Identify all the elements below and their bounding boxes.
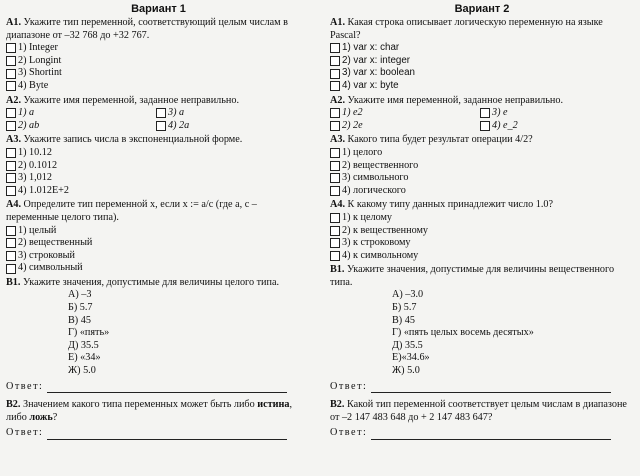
- question-text: Укажите запись числа в экспоненциальной форме.: [23, 134, 243, 146]
- checkbox-icon[interactable]: [330, 238, 340, 248]
- option-label: 1) a: [18, 107, 35, 119]
- question-a3: [6, 134, 311, 147]
- question-text: Какой тип переменной соответствует целым числам в диапазоне от –2 147 483 648 до + 2 147 483 647?: [330, 399, 627, 423]
- question-text: Значением какого типа переменных может быть либо: [22, 399, 255, 411]
- list-item: Г) «пять»: [68, 327, 110, 339]
- question-text: Какого типа будет результат операции 4/2?: [347, 134, 533, 146]
- option-checkbox[interactable]: [6, 55, 311, 68]
- option-checkbox[interactable]: [330, 107, 480, 120]
- option-checkbox[interactable]: [6, 67, 311, 80]
- checkbox-icon[interactable]: [330, 213, 340, 223]
- checkbox-icon[interactable]: [330, 148, 340, 158]
- checkbox-icon[interactable]: [6, 43, 16, 53]
- checkbox-icon[interactable]: [330, 108, 340, 118]
- checkbox-icon[interactable]: [330, 161, 340, 171]
- option-label: 2) Longint: [18, 54, 62, 66]
- option-checkbox[interactable]: [330, 42, 634, 55]
- option-checkbox[interactable]: [330, 67, 634, 80]
- option-label: 3) строковый: [18, 249, 75, 261]
- options-grid: [6, 120, 311, 133]
- checkbox-icon[interactable]: [6, 81, 16, 91]
- question-number: А2.: [6, 94, 21, 106]
- question-text-mid: , либо: [6, 399, 293, 423]
- option-checkbox[interactable]: [330, 120, 480, 133]
- option-checkbox[interactable]: [6, 120, 156, 133]
- option-checkbox[interactable]: [6, 80, 311, 93]
- option-checkbox[interactable]: [6, 172, 311, 185]
- option-checkbox[interactable]: [6, 250, 311, 263]
- option-checkbox[interactable]: [330, 172, 634, 185]
- option-checkbox[interactable]: [156, 107, 306, 120]
- question-a3: [330, 134, 634, 147]
- checkbox-icon[interactable]: [330, 173, 340, 183]
- question-b1: [6, 277, 311, 290]
- option-label: 4) символьный: [18, 262, 83, 274]
- checkbox-icon[interactable]: [330, 186, 340, 196]
- checkbox-icon[interactable]: [6, 238, 16, 248]
- keyword-false: ложь: [29, 411, 53, 423]
- option-checkbox[interactable]: [6, 185, 311, 198]
- checkbox-icon[interactable]: [156, 108, 166, 118]
- option-label: 1) целого: [342, 146, 383, 158]
- list-item: Б) 5.7: [392, 302, 417, 314]
- option-checkbox[interactable]: [6, 237, 311, 250]
- list-item: А) –3.0: [392, 289, 424, 301]
- option-checkbox[interactable]: [330, 185, 634, 198]
- checkbox-icon[interactable]: [330, 69, 340, 79]
- option-label: 1) к целому: [342, 211, 393, 223]
- option-checkbox[interactable]: [6, 262, 311, 275]
- list-item: В) 45: [392, 314, 415, 326]
- question-text: Укажите имя переменной, заданное неправильно.: [347, 94, 563, 106]
- answer-row: [6, 427, 311, 440]
- question-number: А3.: [330, 134, 345, 146]
- checkbox-icon[interactable]: [480, 108, 490, 118]
- option-label: 4) Byte: [18, 79, 49, 91]
- option-label: 3) a: [168, 107, 185, 119]
- option-label: 1) целый: [18, 224, 57, 236]
- checkbox-icon[interactable]: [6, 69, 16, 79]
- variant-2-column: [330, 0, 634, 440]
- option-checkbox[interactable]: [156, 120, 306, 133]
- list-item: Г) «пять целых восемь десятых»: [392, 327, 534, 339]
- checkbox-icon[interactable]: [6, 121, 16, 131]
- option-checkbox[interactable]: [330, 250, 634, 263]
- list-item: Д) 35.5: [392, 339, 423, 351]
- checkbox-icon[interactable]: [330, 226, 340, 236]
- answer-field[interactable]: [47, 429, 287, 440]
- question-text-end: ?: [52, 411, 58, 423]
- question-number: В2.: [6, 399, 21, 411]
- question-a1: [6, 17, 311, 42]
- question-b2: [330, 399, 634, 424]
- option-checkbox[interactable]: [6, 225, 311, 238]
- checkbox-icon[interactable]: [156, 121, 166, 131]
- answer-label: Ответ:: [330, 427, 368, 439]
- checkbox-icon[interactable]: [480, 121, 490, 131]
- option-label: 4) e_2: [492, 119, 518, 131]
- checkbox-icon[interactable]: [6, 226, 16, 236]
- option-label: 2) var x: integer: [342, 54, 411, 66]
- option-checkbox[interactable]: [330, 237, 634, 250]
- question-b2: [6, 399, 311, 424]
- question-text: К какому типу данных принадлежит число 1.0?: [347, 199, 554, 211]
- checkbox-icon[interactable]: [330, 121, 340, 131]
- option-label: 3) e: [492, 107, 508, 119]
- question-a1: [330, 17, 634, 42]
- question-number: А1.: [6, 17, 21, 28]
- question-text: Укажите значения, допустимые для величины вещественного типа.: [330, 264, 615, 288]
- option-label: 3) к строковому: [342, 237, 411, 249]
- option-label: 1) 10.12: [18, 146, 52, 158]
- question-number: В1.: [6, 276, 21, 288]
- checkbox-icon[interactable]: [6, 161, 16, 171]
- checkbox-icon[interactable]: [330, 56, 340, 66]
- checkbox-icon[interactable]: [6, 173, 16, 183]
- checkbox-icon[interactable]: [6, 148, 16, 158]
- checkbox-icon[interactable]: [330, 81, 340, 91]
- question-b1: [330, 264, 634, 289]
- question-number: В2.: [330, 399, 345, 411]
- option-checkbox[interactable]: [330, 160, 634, 173]
- answer-field[interactable]: [371, 429, 611, 440]
- question-number: В1.: [330, 264, 345, 276]
- question-number: А1.: [330, 17, 345, 28]
- answer-row: [330, 381, 634, 394]
- checkbox-icon[interactable]: [6, 186, 16, 196]
- option-label: 2) 2e: [342, 119, 363, 131]
- question-text: Определите тип переменной x, если x := a/c (где a, c – переменные целого типа).: [6, 199, 257, 223]
- option-label: 4) 2a: [168, 119, 190, 131]
- option-label: 2) вещественного: [342, 159, 419, 171]
- option-label: 3) символьного: [342, 172, 409, 184]
- option-checkbox[interactable]: [6, 42, 311, 55]
- answer-row: [330, 427, 634, 440]
- option-label: 4) к символьному: [342, 249, 419, 261]
- checkbox-icon[interactable]: [6, 251, 16, 261]
- option-label: 4) 1.012E+2: [18, 184, 70, 196]
- list-item: В) 45: [68, 314, 91, 326]
- question-a2: [330, 95, 634, 108]
- option-label: 2) ab: [18, 119, 40, 131]
- option-label: 3) var x: boolean: [342, 67, 415, 79]
- option-checkbox[interactable]: [330, 147, 634, 160]
- option-label: 4) логического: [342, 184, 406, 196]
- list-item: Ж) 5.0: [68, 365, 96, 377]
- checkbox-icon[interactable]: [6, 108, 16, 118]
- answer-row: [6, 381, 311, 394]
- option-checkbox[interactable]: [6, 147, 311, 160]
- variant-title: Вариант 2: [454, 3, 510, 15]
- list-item: Е)«34.6»: [392, 352, 430, 364]
- option-checkbox[interactable]: [6, 160, 311, 173]
- list-item: Е) «34»: [68, 352, 101, 364]
- answer-label: Ответ:: [6, 380, 44, 392]
- option-checkbox[interactable]: [330, 55, 634, 68]
- question-a4: [6, 199, 311, 224]
- answer-label: Ответ:: [330, 380, 368, 392]
- option-label: 2) 0.1012: [18, 159, 58, 171]
- list-item: Д) 35.5: [68, 339, 99, 351]
- option-label: 1) var x: char: [342, 42, 400, 54]
- question-text: Какая строка описывает логическую переменную на языке Pascal?: [330, 17, 603, 41]
- question-text: Укажите значения, допустимые для величины целого типа.: [22, 276, 280, 288]
- option-checkbox[interactable]: [330, 225, 634, 238]
- question-a4: [330, 199, 634, 212]
- variant-title: Вариант 1: [131, 3, 186, 15]
- options-grid: [330, 120, 634, 133]
- checkbox-icon[interactable]: [330, 43, 340, 53]
- variant-1-column: [6, 0, 311, 440]
- question-a2: [6, 95, 311, 108]
- option-label: 1) Integer: [18, 42, 58, 54]
- checkbox-icon[interactable]: [6, 264, 16, 274]
- option-checkbox[interactable]: [480, 120, 630, 133]
- option-label: 3) 1,012: [18, 172, 52, 184]
- list-item: Ж) 5.0: [392, 365, 420, 377]
- question-number: А2.: [330, 94, 345, 106]
- option-label: 2) к вещественному: [342, 224, 429, 236]
- answer-field[interactable]: [47, 382, 287, 393]
- option-label: 3) Shortint: [18, 67, 62, 79]
- list-item: А) –3: [68, 289, 92, 301]
- list-item: Б) 5.7: [68, 302, 93, 314]
- option-checkbox[interactable]: [330, 80, 634, 93]
- options-grid: [330, 107, 634, 120]
- question-number: А4.: [330, 199, 345, 211]
- question-number: А4.: [6, 199, 21, 211]
- option-checkbox[interactable]: [6, 107, 156, 120]
- option-label: 1) e2: [342, 107, 363, 119]
- checkbox-icon[interactable]: [330, 251, 340, 261]
- option-label: 2) вещественный: [18, 237, 93, 249]
- answer-label: Ответ:: [6, 427, 44, 439]
- checkbox-icon[interactable]: [6, 56, 16, 66]
- answer-field[interactable]: [371, 382, 611, 393]
- question-number: А3.: [6, 134, 21, 146]
- question-text: Укажите тип переменной, соответствующий целым числам в диапазоне от –32 768 до +32 767.: [6, 17, 288, 41]
- options-grid: [6, 107, 311, 120]
- option-checkbox[interactable]: [480, 107, 630, 120]
- option-label: 4) var x: byte: [342, 79, 399, 91]
- option-checkbox[interactable]: [330, 212, 634, 225]
- question-text: Укажите имя переменной, заданное неправильно.: [23, 94, 239, 106]
- keyword-true: истина: [257, 399, 290, 411]
